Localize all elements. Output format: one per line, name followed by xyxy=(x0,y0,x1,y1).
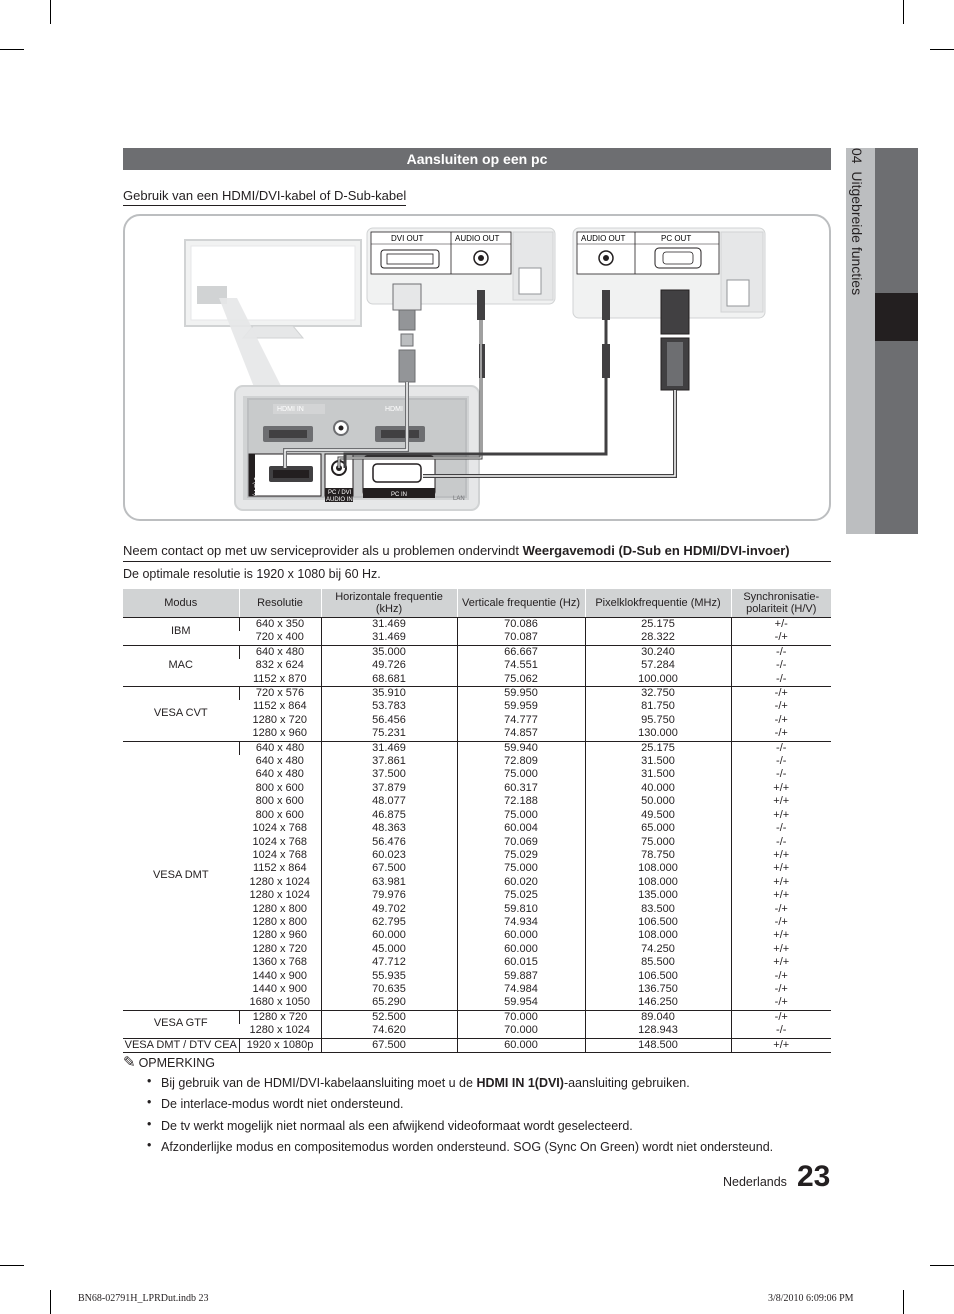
value-cell: 70.086 xyxy=(457,618,585,632)
value-cell: +/+ xyxy=(731,943,831,956)
value-cell: 59.950 xyxy=(457,687,585,701)
value-cell: 106.500 xyxy=(585,916,731,929)
value-cell: +/+ xyxy=(731,849,831,862)
value-cell: 37.879 xyxy=(321,782,457,795)
value-cell: 108.000 xyxy=(585,862,731,875)
value-cell: 1024 x 768 xyxy=(252,822,307,835)
value-cell: 70.635 xyxy=(321,983,457,996)
value-cell: 72.809 xyxy=(457,755,585,768)
display-modes-table xyxy=(123,589,831,1053)
mode-cell: VESA CVT xyxy=(123,687,239,742)
value-cell: 49.702 xyxy=(321,903,457,916)
value-cell: 1360 x 768 xyxy=(252,956,307,969)
section-title: Aansluiten op een pc xyxy=(123,148,831,170)
connection-diagram xyxy=(123,214,831,521)
col-header-pixelclock: Pixelklokfrequentie (MHz) xyxy=(585,589,731,618)
value-cell: 78.750 xyxy=(585,849,731,862)
value-cell: 800 x 600 xyxy=(255,795,304,808)
value-cell: 1280 x 960 xyxy=(252,929,307,942)
value-cell: 1440 x 900 xyxy=(252,982,307,995)
language-label: Nederlands xyxy=(723,1175,787,1189)
value-cell: -/- xyxy=(731,822,831,835)
value-cell: -/- xyxy=(731,741,831,755)
value-cell: 74.250 xyxy=(585,943,731,956)
value-cell: 100.000 xyxy=(585,673,731,687)
value-cell: 1920 x 1080p xyxy=(239,1038,321,1052)
value-cell: 128.943 xyxy=(585,1024,731,1038)
value-cell: -/- xyxy=(731,1024,831,1038)
intro-paragraph xyxy=(123,543,831,562)
value-cell: 136.750 xyxy=(585,983,731,996)
value-cell: 30.240 xyxy=(585,645,731,659)
value-cell: 70.069 xyxy=(457,836,585,849)
mode-cell: VESA DMT xyxy=(123,741,239,1010)
value-cell: 1280 x 1024 xyxy=(249,889,311,902)
value-cell: 1024 x 768 xyxy=(252,848,307,861)
value-cell: 1152 x 864 xyxy=(252,862,307,875)
value-cell: 32.750 xyxy=(585,687,731,701)
value-cell: 56.476 xyxy=(321,836,457,849)
crop-mark xyxy=(930,49,954,50)
value-cell: 75.000 xyxy=(457,862,585,875)
col-header-sync: Synchronisatie-polariteit (H/V) xyxy=(731,589,831,618)
value-cell: 75.000 xyxy=(585,836,731,849)
crop-mark xyxy=(50,0,51,24)
value-cell: 74.620 xyxy=(321,1024,457,1038)
value-cell: 25.175 xyxy=(585,741,731,755)
value-cell: 67.500 xyxy=(321,1038,457,1052)
value-cell: 60.317 xyxy=(457,782,585,795)
value-cell: 640 x 480 xyxy=(255,755,304,768)
value-cell: 65.000 xyxy=(585,822,731,835)
note-text: Bij gebruik van de HDMI/DVI-kabelaansluiting moet u de xyxy=(161,1076,477,1090)
value-cell: 60.000 xyxy=(457,1038,585,1052)
col-header-horizontal: Horizontale frequentie (kHz) xyxy=(321,589,457,618)
value-cell: 60.004 xyxy=(457,822,585,835)
note-heading xyxy=(123,1053,215,1071)
value-cell: 70.000 xyxy=(457,1010,585,1024)
pc2-pc-out-label: PC OUT xyxy=(661,234,692,243)
value-cell: 1680 x 1050 xyxy=(239,996,321,1010)
value-cell: 1280 x 960 xyxy=(239,727,321,741)
tv-pcin-label: PC IN xyxy=(391,492,408,498)
value-cell: 640 x 480 xyxy=(239,645,321,659)
value-cell: 48.363 xyxy=(321,822,457,835)
value-cell: 1280 x 720 xyxy=(252,713,307,726)
value-cell: 55.935 xyxy=(321,970,457,983)
value-cell: 60.000 xyxy=(457,929,585,942)
value-cell: 640 x 350 xyxy=(239,618,321,632)
pc1-dvi-out-label: DVI OUT xyxy=(391,234,424,243)
note-item: • De tv werkt mogelijk niet normaal als een afwijkend videoformaat wordt geselecteerd. xyxy=(145,1116,773,1137)
value-cell: 52.500 xyxy=(321,1010,457,1024)
value-cell: -/+ xyxy=(731,970,831,983)
value-cell: 1280 x 1024 xyxy=(249,875,311,888)
value-cell: -/- xyxy=(731,659,831,672)
value-cell: 108.000 xyxy=(585,876,731,889)
value-cell: 48.077 xyxy=(321,795,457,808)
subheading: Gebruik van een HDMI/DVI-kabel of D-Sub-kabel xyxy=(123,188,406,206)
value-cell: 83.500 xyxy=(585,903,731,916)
tv-hdmi-in-label: HDMI IN xyxy=(277,406,304,413)
value-cell: 70.087 xyxy=(457,631,585,645)
optimal-resolution: De optimale resolutie is 1920 x 1080 bij 60 Hz. xyxy=(123,567,381,581)
tv-hdmi-label: HDMI xyxy=(385,406,403,413)
print-file-name: BN68-02791H_LPRDut.indb 23 xyxy=(78,1293,209,1304)
value-cell: 53.783 xyxy=(321,700,457,713)
value-cell: 81.750 xyxy=(585,700,731,713)
value-cell: 74.934 xyxy=(457,916,585,929)
value-cell: 1024 x 768 xyxy=(252,835,307,848)
value-cell: 62.795 xyxy=(321,916,457,929)
value-cell: 60.023 xyxy=(321,849,457,862)
crop-mark xyxy=(930,1265,954,1266)
pc1-audio-out-label: AUDIO OUT xyxy=(455,234,500,243)
value-cell: 640 x 480 xyxy=(239,741,321,755)
value-cell: 146.250 xyxy=(585,996,731,1010)
value-cell: 40.000 xyxy=(585,782,731,795)
value-cell: 75.231 xyxy=(321,727,457,741)
value-cell: 640 x 480 xyxy=(255,768,304,781)
intro-text: Neem contact op met uw serviceprovider als u problemen ondervindt xyxy=(123,543,523,558)
value-cell: +/- xyxy=(731,618,831,632)
value-cell: 45.000 xyxy=(321,943,457,956)
note-text: -aansluiting gebruiken. xyxy=(563,1076,690,1090)
value-cell: 47.712 xyxy=(321,956,457,969)
value-cell: 1440 x 900 xyxy=(252,969,307,982)
value-cell: 60.000 xyxy=(457,943,585,956)
value-cell: 74.551 xyxy=(457,659,585,672)
value-cell: 28.322 xyxy=(585,631,731,645)
value-cell: 31.469 xyxy=(321,618,457,632)
value-cell: -/+ xyxy=(731,996,831,1010)
value-cell: 35.000 xyxy=(321,645,457,659)
note-item: • De interlace-modus wordt niet ondersteund. xyxy=(145,1094,773,1115)
value-cell: 72.188 xyxy=(457,795,585,808)
mode-cell: VESA GTF xyxy=(123,1010,239,1038)
notes-list xyxy=(145,1073,773,1158)
pc2-audio-out-label: AUDIO OUT xyxy=(581,234,626,243)
value-cell: 31.500 xyxy=(585,755,731,768)
value-cell: 720 x 576 xyxy=(239,687,321,701)
value-cell: 1152 x 864 xyxy=(252,700,307,713)
value-cell: 60.020 xyxy=(457,876,585,889)
note-item: • Afzonderlijke modus en compositemodus worden ondersteund. SOG (Sync On Green) wordt niet ondersteund. xyxy=(145,1137,773,1158)
value-cell: 31.469 xyxy=(321,741,457,755)
tv-pcdvi-label: PC / DVI xyxy=(328,490,352,496)
value-cell: +/+ xyxy=(731,956,831,969)
value-cell: +/+ xyxy=(731,1038,831,1052)
value-cell: 49.500 xyxy=(585,809,731,822)
value-cell: -/- xyxy=(731,768,831,781)
col-header-modus: Modus xyxy=(123,589,239,618)
value-cell: +/+ xyxy=(731,809,831,822)
intro-bold: Weergavemodi (D-Sub en HDMI/DVI-invoer) xyxy=(522,543,790,558)
crop-mark xyxy=(903,0,904,24)
value-cell: -/+ xyxy=(731,903,831,916)
value-cell: 75.029 xyxy=(457,849,585,862)
value-cell: +/+ xyxy=(731,862,831,875)
value-cell: 60.000 xyxy=(321,929,457,942)
value-cell: 59.954 xyxy=(457,996,585,1010)
value-cell: 35.910 xyxy=(321,687,457,701)
tv-lan-label: LAN xyxy=(453,496,465,502)
table-row xyxy=(123,1038,831,1052)
value-cell: -/+ xyxy=(731,1010,831,1024)
value-cell: +/+ xyxy=(731,795,831,808)
value-cell: -/- xyxy=(731,755,831,768)
value-cell: 106.500 xyxy=(585,970,731,983)
value-cell: +/+ xyxy=(731,929,831,942)
value-cell: -/+ xyxy=(731,700,831,713)
table-row xyxy=(123,741,831,755)
value-cell: 66.667 xyxy=(457,645,585,659)
mode-cell: IBM xyxy=(123,618,239,646)
table-row xyxy=(123,645,831,659)
table-row xyxy=(123,618,831,632)
value-cell: 74.984 xyxy=(457,983,585,996)
value-cell: 25.175 xyxy=(585,618,731,632)
value-cell: 65.290 xyxy=(321,996,457,1010)
value-cell: -/- xyxy=(731,645,831,659)
value-cell: 1280 x 800 xyxy=(252,915,307,928)
value-cell: 1280 x 720 xyxy=(252,942,307,955)
value-cell: 67.500 xyxy=(321,862,457,875)
note-bold: HDMI IN 1(DVI) xyxy=(476,1076,564,1090)
table-row xyxy=(123,1010,831,1024)
value-cell: 85.500 xyxy=(585,956,731,969)
col-header-resolutie: Resolutie xyxy=(239,589,321,618)
value-cell: 49.726 xyxy=(321,659,457,672)
value-cell: 75.000 xyxy=(457,809,585,822)
value-cell: 31.500 xyxy=(585,768,731,781)
value-cell: 720 x 400 xyxy=(239,631,321,645)
value-cell: 60.015 xyxy=(457,956,585,969)
col-header-vertical: Verticale frequentie (Hz) xyxy=(457,589,585,618)
crop-mark xyxy=(903,1290,904,1314)
chapter-label xyxy=(846,148,875,348)
pencil-icon: ✎ xyxy=(123,1054,136,1071)
value-cell: 1280 x 800 xyxy=(252,902,307,915)
chapter-title: Uitgebreide functies xyxy=(849,171,865,296)
value-cell: -/+ xyxy=(731,727,831,741)
value-cell: 148.500 xyxy=(585,1038,731,1052)
value-cell: 56.456 xyxy=(321,714,457,727)
value-cell: 59.887 xyxy=(457,970,585,983)
value-cell: -/+ xyxy=(731,714,831,727)
value-cell: +/+ xyxy=(731,782,831,795)
mode-cell: VESA DMT / DTV CEA xyxy=(123,1038,239,1052)
value-cell: 800 x 600 xyxy=(255,781,304,794)
value-cell: 68.681 xyxy=(321,673,457,687)
value-cell: 832 x 624 xyxy=(255,659,304,672)
value-cell: -/- xyxy=(731,673,831,687)
value-cell: -/- xyxy=(731,836,831,849)
value-cell: 59.959 xyxy=(457,700,585,713)
value-cell: 1152 x 870 xyxy=(239,673,321,687)
value-cell: 130.000 xyxy=(585,727,731,741)
value-cell: 70.000 xyxy=(457,1024,585,1038)
tv-hdmi1-label: 1 (DVI) xyxy=(252,477,258,497)
table-row xyxy=(123,687,831,701)
value-cell: 74.857 xyxy=(457,727,585,741)
value-cell: 800 x 600 xyxy=(255,808,304,821)
value-cell: 59.810 xyxy=(457,903,585,916)
value-cell: -/+ xyxy=(731,631,831,645)
note-item xyxy=(145,1073,773,1094)
print-datetime: 3/8/2010 6:09:06 PM xyxy=(768,1293,854,1304)
value-cell: 50.000 xyxy=(585,795,731,808)
value-cell: 59.940 xyxy=(457,741,585,755)
crop-mark xyxy=(0,49,24,50)
value-cell: 79.976 xyxy=(321,889,457,902)
value-cell: 1280 x 720 xyxy=(239,1010,321,1024)
value-cell: -/+ xyxy=(731,983,831,996)
value-cell: 63.981 xyxy=(321,876,457,889)
value-cell: -/+ xyxy=(731,687,831,701)
value-cell: 37.861 xyxy=(321,755,457,768)
value-cell: 74.777 xyxy=(457,714,585,727)
value-cell: 37.500 xyxy=(321,768,457,781)
value-cell: 31.469 xyxy=(321,631,457,645)
value-cell: 75.062 xyxy=(457,673,585,687)
value-cell: 95.750 xyxy=(585,714,731,727)
crop-mark xyxy=(50,1290,51,1314)
value-cell: 75.000 xyxy=(457,768,585,781)
chapter-number: 04 xyxy=(849,148,865,164)
value-cell: 46.875 xyxy=(321,809,457,822)
mode-cell: MAC xyxy=(123,645,239,686)
table-header-row xyxy=(123,589,831,618)
value-cell: 57.284 xyxy=(585,659,731,672)
value-cell: 135.000 xyxy=(585,889,731,902)
note-heading-text: OPMERKING xyxy=(138,1056,215,1070)
value-cell: 108.000 xyxy=(585,929,731,942)
page-number: 23 xyxy=(797,1160,831,1193)
tv-audioin-label: AUDIO IN xyxy=(326,497,353,503)
value-cell: 89.040 xyxy=(585,1010,731,1024)
value-cell: 1280 x 1024 xyxy=(239,1024,321,1038)
crop-mark xyxy=(0,1265,24,1266)
value-cell: -/+ xyxy=(731,916,831,929)
value-cell: +/+ xyxy=(731,876,831,889)
value-cell: +/+ xyxy=(731,889,831,902)
value-cell: 75.025 xyxy=(457,889,585,902)
